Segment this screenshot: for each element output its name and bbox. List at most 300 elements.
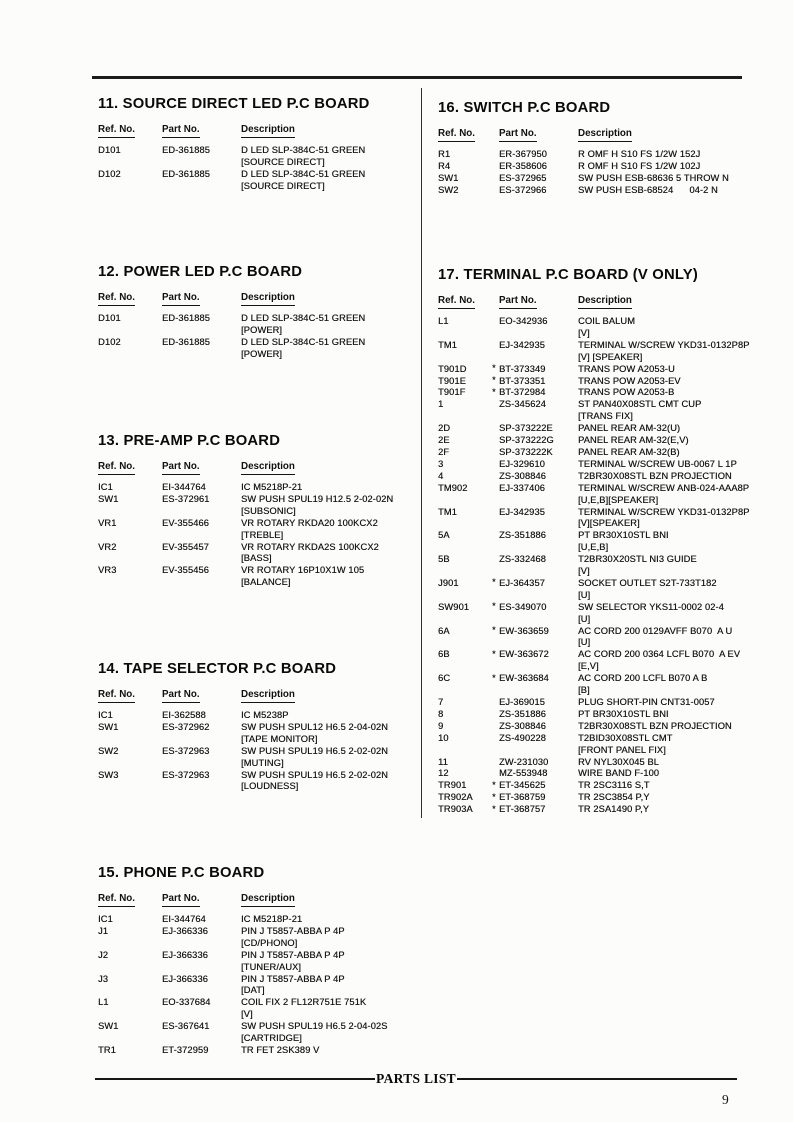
description-line: PIN J T5857-ABBA P 4P: [241, 949, 345, 960]
description-line: [BASS]: [241, 553, 272, 564]
description-line: [TREBLE]: [241, 529, 284, 540]
description-cell: [241, 482, 393, 494]
part-no-cell: EO-342936: [499, 316, 548, 326]
ref-no-cell: IC1: [98, 914, 113, 924]
description-cell: [578, 578, 749, 602]
table-rows: [98, 914, 387, 1057]
ref-no-cell: J1: [98, 925, 109, 936]
description-line: T2BR30X20STL NI3 GUIDE: [578, 554, 697, 565]
column-header-part: Part No.: [162, 688, 200, 703]
description-line: WIRE BAND F-100: [578, 768, 660, 779]
description-cell: [578, 316, 749, 340]
part-no-cell: SP-373222K: [499, 446, 553, 457]
ref-no-cell: L1: [438, 316, 449, 326]
ref-no-cell: 5B: [438, 554, 450, 565]
description-cell: [241, 722, 388, 746]
description-cell: [578, 649, 749, 673]
description-line: [TAPE MONITOR]: [241, 733, 318, 744]
description-line: SW PUSH SPUL19 H6.5 2-04-02S: [241, 1021, 388, 1032]
footer-label: PARTS LIST: [376, 1071, 456, 1086]
part-no-cell: * EW-363672: [492, 648, 549, 660]
table-row: [438, 399, 749, 423]
description-line: [E,V]: [578, 661, 599, 672]
table-row: [438, 507, 749, 531]
column-header-desc: Description: [241, 460, 295, 475]
description-line: COIL FIX 2 FL12R751E 751K: [241, 997, 367, 1008]
table-row: [438, 673, 749, 697]
description-cell: [578, 780, 749, 792]
description-cell: [241, 974, 387, 998]
table-row: [438, 376, 749, 388]
description-cell: [578, 757, 749, 769]
table-row: [438, 364, 749, 376]
column-header-ref: Ref. No.: [98, 123, 135, 138]
ref-no-cell: 4: [438, 470, 444, 481]
asterisk-mark: *: [492, 386, 496, 397]
table-row: [98, 1045, 387, 1057]
part-no-cell: EJ-366336: [162, 949, 208, 960]
description-line: VR ROTARY 16P10X1W 105: [241, 565, 365, 576]
part-no-cell: ZS-308846: [499, 720, 546, 731]
section-15: [98, 864, 387, 1057]
table-row: [438, 483, 749, 507]
part-no-cell: EJ-366336: [162, 973, 208, 984]
description-cell: [578, 804, 749, 816]
table-row: [98, 482, 393, 494]
description-cell: [241, 746, 388, 770]
part-no-cell: EJ-337406: [499, 482, 545, 493]
description-line: VR ROTARY RKDA20 100KCX2: [241, 517, 378, 528]
description-line: T2BR30X08STL BZN PROJECTION: [578, 720, 732, 731]
ref-no-cell: 3: [438, 458, 444, 469]
ref-no-cell: D101: [98, 313, 121, 323]
table-row: [438, 626, 749, 650]
ref-no-cell: 2E: [438, 435, 450, 446]
table-header-row: [98, 460, 393, 475]
part-no-cell: * ET-345625: [492, 779, 546, 791]
part-no-cell: EI-344764: [162, 482, 206, 492]
column-header-ref: Ref. No.: [98, 688, 135, 703]
description-cell: [578, 185, 729, 197]
table-row: [438, 173, 729, 185]
section-14: [98, 660, 388, 793]
column-header-desc: Description: [241, 688, 295, 703]
description-line: TRANS POW A2053-B: [578, 387, 675, 398]
table-row: [438, 649, 749, 673]
description-line: SW PUSH SPUL19 H6.5 2-02-02N: [241, 769, 388, 780]
description-line: [V]: [241, 1009, 253, 1020]
table-row: [438, 554, 749, 578]
column-header-desc: Description: [578, 127, 632, 142]
description-line: [SOURCE DIRECT]: [241, 156, 325, 167]
part-no-cell: EV-355456: [162, 565, 209, 576]
part-no-cell: ED-361885: [162, 145, 210, 155]
ref-no-cell: T901E: [438, 375, 466, 386]
table-row: [98, 710, 388, 722]
part-no-cell: ES-372965: [499, 172, 547, 183]
description-line: TRANS POW A2053-EV: [578, 375, 681, 386]
section-16: [438, 99, 729, 197]
table-row: [438, 792, 749, 804]
description-cell: [241, 494, 393, 518]
ref-no-cell: 9: [438, 720, 444, 731]
table-row: [98, 313, 365, 337]
section-title: 17. TERMINAL P.C BOARD (V ONLY): [438, 267, 698, 283]
table-row: [438, 530, 749, 554]
column-header-desc: Description: [241, 291, 295, 306]
description-line: TERMINAL W/SCREW YKD31-0132P8P: [578, 506, 750, 517]
ref-no-cell: TR903A: [438, 804, 473, 815]
description-cell: [578, 149, 729, 161]
description-line: [BALANCE]: [241, 577, 291, 588]
description-cell: [578, 792, 749, 804]
table-row: [438, 149, 729, 161]
description-line: IC M5218P-21: [241, 914, 303, 924]
table-header-row: [98, 291, 365, 306]
description-line: PANEL REAR AM-32(B): [578, 446, 680, 457]
part-no-cell: EJ-342935: [499, 506, 545, 517]
table-rows: [98, 313, 365, 361]
part-no-cell: EO-337684: [162, 997, 211, 1008]
table-rows: [438, 316, 749, 816]
description-line: [V]: [578, 327, 590, 338]
description-line: [V] [SPEAKER]: [578, 351, 643, 362]
ref-no-cell: 6B: [438, 649, 450, 660]
column-header-desc: Description: [241, 123, 295, 138]
part-no-cell: EJ-342935: [499, 339, 545, 350]
footer-rule-left: [95, 1078, 375, 1080]
ref-no-cell: D102: [98, 336, 121, 347]
description-cell: [578, 733, 749, 757]
table-row: [438, 316, 749, 340]
description-cell: [578, 459, 749, 471]
table-header-row: [438, 127, 729, 142]
part-no-cell: SP-373222G: [499, 435, 554, 446]
description-line: AC CORD 200 LCFL B070 A B: [578, 673, 708, 684]
part-no-cell: EV-355457: [162, 541, 209, 552]
description-line: RV NYL30X045 BL: [578, 756, 659, 767]
section-title: 16. SWITCH P.C BOARD: [438, 100, 611, 116]
part-no-cell: ED-361885: [162, 313, 210, 323]
description-cell: [578, 507, 749, 531]
description-cell: [241, 337, 365, 361]
description-cell: [578, 423, 749, 435]
table-row: [438, 602, 749, 626]
asterisk-mark: *: [492, 577, 496, 588]
table-rows: [98, 145, 370, 193]
description-line: SW PUSH SPUL19 H12.5 2-02-02N: [241, 493, 394, 504]
ref-no-cell: L1: [98, 997, 109, 1008]
description-line: R OMF H S10 FS 1/2W 152J: [578, 149, 701, 159]
table-row: [438, 447, 749, 459]
part-no-cell: * BT-373351: [492, 375, 546, 386]
description-cell: [578, 554, 749, 578]
section-17: [438, 266, 749, 816]
description-cell: [241, 1045, 387, 1057]
description-line: D LED SLP-384C-51 GREEN: [241, 168, 366, 179]
ref-no-cell: D101: [98, 145, 121, 155]
table-row: [98, 337, 365, 361]
section-title: 12. POWER LED P.C BOARD: [98, 264, 303, 280]
table-row: [98, 169, 370, 193]
column-header-part: Part No.: [162, 291, 200, 306]
description-cell: [578, 602, 749, 626]
ref-no-cell: 7: [438, 697, 444, 707]
description-line: [MUTING]: [241, 757, 284, 768]
description-cell: [578, 768, 749, 780]
part-no-cell: ZS-345624: [499, 399, 546, 410]
asterisk-mark: *: [492, 648, 496, 659]
description-line: TR 2SA1490 P,Y: [578, 804, 649, 815]
table-row: [98, 950, 387, 974]
description-line: [POWER]: [241, 324, 282, 335]
ref-no-cell: VR3: [98, 565, 117, 576]
description-line: TERMINAL W/SCREW UB-0067 L 1P: [578, 458, 737, 469]
column-header-part: Part No.: [162, 123, 200, 138]
part-no-cell: * EW-363659: [492, 625, 549, 636]
description-line: PIN J T5857-ABBA P 4P: [241, 925, 345, 936]
description-line: [CARTRIDGE]: [241, 1033, 302, 1044]
description-line: TERMINAL W/SCREW YKD31-0132P8P: [578, 339, 750, 350]
description-line: [CD/PHONO]: [241, 937, 298, 948]
ref-no-cell: SW1: [98, 1021, 119, 1032]
part-no-cell: ED-361885: [162, 168, 210, 179]
description-cell: [578, 399, 749, 423]
ref-no-cell: J2: [98, 949, 109, 960]
description-line: R OMF H S10 FS 1/2W 102J: [578, 160, 701, 171]
description-line: [U,E,B][SPEAKER]: [578, 494, 659, 505]
description-line: PLUG SHORT-PIN CNT31-0057: [578, 697, 715, 707]
ref-no-cell: 8: [438, 708, 444, 719]
asterisk-mark: *: [492, 375, 496, 386]
description-cell: [241, 518, 393, 542]
top-rule: [92, 76, 742, 79]
part-no-cell: EJ-366336: [162, 925, 208, 936]
description-line: [TRANS FIX]: [578, 411, 633, 422]
ref-no-cell: R1: [438, 149, 451, 159]
ref-no-cell: SW3: [98, 769, 119, 780]
ref-no-cell: SW901: [438, 601, 469, 612]
description-cell: [578, 447, 749, 459]
part-no-cell: * EW-363684: [492, 672, 549, 684]
description-line: PT BR30X10STL BNI: [578, 708, 669, 719]
table-rows: [98, 482, 393, 589]
part-no-cell: ES-372963: [162, 769, 210, 780]
description-line: AC CORD 200 0364 LCFL B070 A EV: [578, 649, 741, 660]
part-no-cell: ES-372966: [499, 184, 547, 195]
part-no-cell: SP-373222E: [499, 423, 553, 434]
part-no-cell: * EJ-364357: [492, 577, 545, 588]
table-header-row: [98, 688, 388, 703]
page-number: 9: [722, 1092, 729, 1107]
column-header-part: Part No.: [162, 460, 200, 475]
ref-no-cell: SW2: [438, 184, 459, 195]
ref-no-cell: J3: [98, 973, 109, 984]
description-cell: [578, 697, 749, 709]
description-cell: [578, 721, 749, 733]
ref-no-cell: SW2: [98, 745, 119, 756]
part-no-cell: ER-367950: [499, 149, 547, 159]
ref-no-cell: 2F: [438, 446, 450, 457]
ref-no-cell: T901D: [438, 363, 467, 374]
description-cell: [241, 565, 393, 589]
description-line: D LED SLP-384C-51 GREEN: [241, 313, 366, 323]
description-line: [FRONT PANEL FIX]: [578, 744, 666, 755]
description-line: D LED SLP-384C-51 GREEN: [241, 336, 366, 347]
part-no-cell: EI-344764: [162, 914, 206, 924]
table-row: [98, 914, 387, 926]
ref-no-cell: TR902A: [438, 792, 473, 803]
description-cell: [578, 387, 749, 399]
table-row: [98, 974, 387, 998]
part-no-cell: EV-355466: [162, 517, 209, 528]
description-line: D LED SLP-384C-51 GREEN: [241, 145, 366, 155]
section-title: 13. PRE-AMP P.C BOARD: [98, 433, 281, 449]
table-row: [438, 459, 749, 471]
part-no-cell: EJ-369015: [499, 697, 545, 707]
ref-no-cell: 2D: [438, 423, 451, 434]
description-line: ST PAN40X08STL CMT CUP: [578, 399, 702, 410]
description-line: SW PUSH ESB-68524 04-2 N: [578, 184, 718, 195]
description-line: T2BID30X08STL CMT: [578, 732, 673, 743]
part-no-cell: ES-372961: [162, 493, 210, 504]
description-cell: [578, 673, 749, 697]
description-line: SW PUSH SPUL19 H6.5 2-02-02N: [241, 745, 388, 756]
column-divider: [421, 88, 422, 818]
description-cell: [578, 435, 749, 447]
table-header-row: [98, 123, 370, 138]
column-header-part: Part No.: [499, 294, 537, 309]
section-12: [98, 263, 365, 361]
table-row: [438, 804, 749, 816]
table-row: [438, 757, 749, 769]
description-cell: [578, 626, 749, 650]
part-no-cell: ES-372962: [162, 721, 210, 732]
table-row: [438, 340, 749, 364]
table-row: [438, 768, 749, 780]
table-row: [98, 997, 387, 1021]
description-line: [V]: [578, 566, 590, 577]
description-line: TERMINAL W/SCREW ANB-024-AAA8P: [578, 482, 750, 493]
description-cell: [241, 145, 370, 169]
asterisk-mark: *: [492, 803, 496, 814]
part-no-cell: ZS-351886: [499, 530, 546, 541]
description-line: SW SELECTOR YKS11-0002 02-4: [578, 601, 724, 612]
ref-no-cell: IC1: [98, 710, 113, 720]
column-header-ref: Ref. No.: [438, 294, 475, 309]
asterisk-mark: *: [492, 791, 496, 802]
table-rows: [98, 710, 388, 793]
ref-no-cell: SW1: [98, 721, 119, 732]
description-cell: [241, 710, 388, 722]
part-no-cell: * BT-372984: [492, 386, 546, 398]
description-line: [SOURCE DIRECT]: [241, 180, 325, 191]
part-no-cell: ES-372963: [162, 745, 210, 756]
asterisk-mark: *: [492, 601, 496, 612]
description-line: PIN J T5857-ABBA P 4P: [241, 973, 345, 984]
description-cell: [578, 173, 729, 185]
ref-no-cell: 10: [438, 732, 449, 743]
description-line: [U]: [578, 637, 591, 648]
ref-no-cell: 5A: [438, 530, 450, 541]
part-no-cell: ZS-308846: [499, 470, 546, 481]
description-line: [DAT]: [241, 985, 265, 996]
table-row: [438, 578, 749, 602]
table-row: [98, 518, 393, 542]
ref-no-cell: TM1: [438, 339, 457, 350]
ref-no-cell: T901F: [438, 387, 466, 398]
part-no-cell: ER-358606: [499, 160, 547, 171]
table-row: [98, 770, 388, 794]
ref-no-cell: TM902: [438, 482, 468, 493]
ref-no-cell: 1: [438, 399, 444, 410]
table-row: [438, 733, 749, 757]
column-header-desc: Description: [241, 892, 295, 907]
description-cell: [241, 770, 388, 794]
ref-no-cell: VR2: [98, 541, 117, 552]
part-no-cell: ET-372959: [162, 1044, 209, 1055]
description-line: IC M5238P: [241, 710, 289, 720]
description-line: PANEL REAR AM-32(U): [578, 423, 681, 434]
description-line: T2BR30X08STL BZN PROJECTION: [578, 470, 732, 481]
asterisk-mark: *: [492, 672, 496, 683]
footer-rule-right: [457, 1078, 737, 1080]
part-no-cell: ED-361885: [162, 336, 210, 347]
table-row: [98, 1021, 387, 1045]
description-line: [U,E,B]: [578, 542, 609, 553]
section-title: 14. TAPE SELECTOR P.C BOARD: [98, 661, 337, 677]
table-row: [98, 722, 388, 746]
description-line: [TUNER/AUX]: [241, 961, 301, 972]
description-cell: [241, 950, 387, 974]
ref-no-cell: R4: [438, 160, 451, 171]
section-13: [98, 432, 393, 589]
ref-no-cell: IC1: [98, 482, 113, 492]
description-line: [SUBSONIC]: [241, 505, 296, 516]
table-row: [98, 145, 370, 169]
table-row: [98, 542, 393, 566]
ref-no-cell: TM1: [438, 506, 457, 517]
description-line: PT BR30X10STL BNI: [578, 530, 669, 541]
description-line: SW PUSH SPUL12 H6.5 2-04-02N: [241, 721, 388, 732]
ref-no-cell: D102: [98, 168, 121, 179]
table-row: [438, 721, 749, 733]
description-line: COIL BALUM: [578, 316, 635, 326]
description-cell: [578, 530, 749, 554]
section-11: [98, 95, 370, 193]
description-line: [V][SPEAKER]: [578, 518, 640, 529]
description-line: TR 2SC3116 S,T: [578, 780, 650, 791]
description-line: SOCKET OUTLET S2T-733T182: [578, 577, 717, 588]
column-header-part: Part No.: [162, 892, 200, 907]
description-cell: [578, 471, 749, 483]
ref-no-cell: 6C: [438, 673, 451, 684]
ref-no-cell: TR1: [98, 1044, 116, 1055]
table-row: [438, 161, 729, 173]
table-row: [98, 494, 393, 518]
section-title: 15. PHONE P.C BOARD: [98, 865, 265, 881]
table-row: [438, 709, 749, 721]
description-cell: [578, 709, 749, 721]
column-header-desc: Description: [578, 294, 632, 309]
description-cell: [578, 483, 749, 507]
description-line: SW PUSH ESB-68636 5 THROW N: [578, 172, 729, 183]
part-no-cell: * ES-349070: [492, 601, 547, 612]
part-no-cell: ZS-332468: [499, 554, 546, 565]
description-line: [B]: [578, 685, 590, 696]
description-line: [U]: [578, 589, 591, 600]
description-cell: [241, 914, 387, 926]
